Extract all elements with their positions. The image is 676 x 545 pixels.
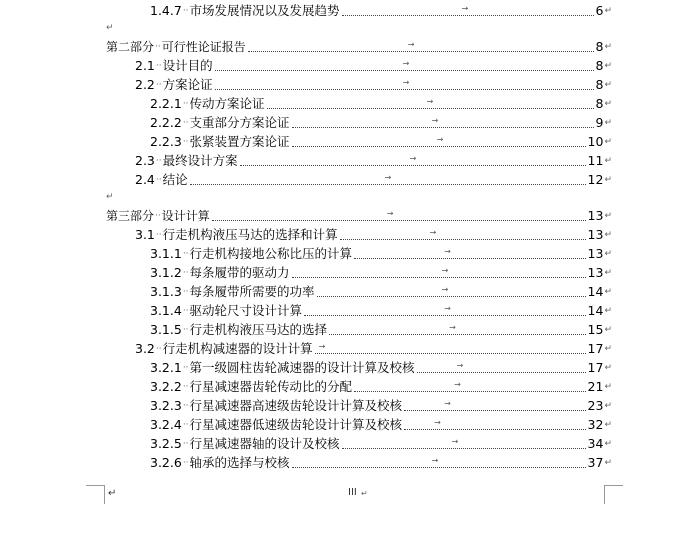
paragraph-mark: ↵ xyxy=(604,439,612,449)
toc-separator: ·· xyxy=(182,382,189,392)
dot-leader xyxy=(417,361,586,373)
toc-page-number: 17 xyxy=(587,360,604,375)
dot-leader xyxy=(354,247,585,259)
toc-entry[interactable] xyxy=(135,340,612,358)
toc-entry[interactable] xyxy=(150,321,612,339)
tab-mark: → xyxy=(461,4,469,13)
toc-separator: ·· xyxy=(155,42,161,52)
toc-entry-title: 第一级圆柱齿轮减速器的设计计算及校核 xyxy=(189,360,415,375)
toc-entry[interactable] xyxy=(150,397,612,415)
paragraph-mark: ↵ xyxy=(604,420,612,430)
paragraph-mark: ↵ xyxy=(604,268,612,278)
toc-page-number: 23 xyxy=(587,398,604,413)
toc-page-number: 12 xyxy=(587,172,604,187)
toc-page-number: 9 xyxy=(595,115,604,130)
toc-entry-title: 市场发展情况以及发展趋势 xyxy=(189,3,340,18)
tab-mark: → xyxy=(434,418,441,427)
tab-mark: → xyxy=(318,342,326,351)
tab-mark: → xyxy=(451,437,459,446)
toc-separator: ·· xyxy=(155,344,162,354)
dot-leader xyxy=(317,285,586,297)
toc-entry[interactable] xyxy=(150,264,612,282)
toc-entry-number: 2.2 xyxy=(135,77,155,92)
paragraph-mark: ↵ xyxy=(604,6,612,16)
paragraph-mark: ↵ xyxy=(604,344,612,354)
tab-mark: → xyxy=(409,154,417,163)
toc-entry[interactable] xyxy=(106,38,612,56)
toc-page-number: 13 xyxy=(587,265,604,280)
toc-entry-title: 设计目的 xyxy=(162,58,213,73)
tab-mark: → xyxy=(454,380,461,389)
toc-page-number: 14 xyxy=(587,303,604,318)
toc-entry[interactable] xyxy=(150,416,612,434)
toc-entry-number: 2.3 xyxy=(135,153,155,168)
toc-page-number: 13 xyxy=(587,246,604,261)
toc-page-number: 10 xyxy=(587,134,604,149)
paragraph-mark: ↵ xyxy=(604,287,612,297)
tab-mark: → xyxy=(429,228,437,237)
toc-entry[interactable] xyxy=(150,95,612,113)
toc-entry-number: 3.1.2 xyxy=(150,265,182,280)
toc-separator: ·· xyxy=(155,61,162,71)
tab-mark: → xyxy=(402,78,410,87)
dot-leader xyxy=(342,4,594,16)
toc-entry-number: 3.2 xyxy=(135,341,155,356)
tab-mark: → xyxy=(407,40,415,49)
toc-entry-number: 3.1.1 xyxy=(150,246,182,261)
paragraph-mark: ↵ xyxy=(604,458,612,468)
toc-entry-number: 2.1 xyxy=(135,58,155,73)
toc-page-number: 6 xyxy=(595,3,604,18)
toc-entry-number: 2.2.1 xyxy=(150,96,182,111)
toc-page-number: 11 xyxy=(587,153,604,168)
toc-separator: ·· xyxy=(182,401,189,411)
toc-entry[interactable] xyxy=(150,114,612,132)
dot-leader xyxy=(329,323,585,335)
toc-separator: ·· xyxy=(155,156,162,166)
tab-mark: → xyxy=(431,456,439,465)
toc-entry-number: 3.2.2 xyxy=(150,379,182,394)
toc-entry[interactable] xyxy=(135,76,612,94)
tab-mark: → xyxy=(444,304,451,313)
footer-crop-mark-right xyxy=(604,485,623,504)
toc-entry-number: 3.2.3 xyxy=(150,398,182,413)
empty-paragraph-mark: ↵ xyxy=(106,192,114,202)
dot-leader xyxy=(292,135,586,147)
paragraph-mark: ↵ xyxy=(604,99,612,109)
toc-entry-title: 方案论证 xyxy=(162,77,213,92)
toc-entry-number: 1.4.7 xyxy=(150,3,182,18)
toc-entry[interactable] xyxy=(135,171,612,189)
toc-entry-title: 传动方案论证 xyxy=(189,96,265,111)
toc-page-number: 8 xyxy=(595,39,604,54)
paragraph-mark: ↵ xyxy=(604,249,612,259)
toc-separator: ·· xyxy=(155,230,162,240)
tab-mark: → xyxy=(449,323,456,332)
toc-separator: ·· xyxy=(182,6,189,16)
paragraph-mark: ↵ xyxy=(604,401,612,411)
dot-leader xyxy=(292,456,586,468)
toc-entry-number: 3.2.4 xyxy=(150,417,182,432)
tab-mark: → xyxy=(402,59,410,68)
toc-entry[interactable] xyxy=(150,283,612,301)
toc-entry-number: 第三部分 xyxy=(106,209,155,223)
toc-entry-number: 3.2.1 xyxy=(150,360,182,375)
toc-page-number: 14 xyxy=(587,284,604,299)
toc-separator: ·· xyxy=(182,268,189,278)
toc-entry-number: 3.1.4 xyxy=(150,303,182,318)
toc-separator: ·· xyxy=(182,420,189,430)
paragraph-mark: ↵ xyxy=(604,363,612,373)
paragraph-mark: ↵ xyxy=(604,306,612,316)
toc-page-number: 8 xyxy=(595,77,604,92)
toc-entry-number: 3.1.3 xyxy=(150,284,182,299)
toc-entry-number: 2.4 xyxy=(135,172,155,187)
tab-mark: → xyxy=(441,266,449,275)
toc-entry-title: 行星减速器轴的设计及校核 xyxy=(189,436,340,451)
tab-mark: → xyxy=(456,361,464,370)
toc-separator: ·· xyxy=(182,458,189,468)
toc-separator: ·· xyxy=(155,175,162,185)
toc-separator: ·· xyxy=(182,137,189,147)
tab-mark: → xyxy=(386,209,394,218)
dot-leader xyxy=(292,116,594,128)
toc-separator: ·· xyxy=(182,249,189,259)
toc-separator: ·· xyxy=(182,287,189,297)
toc-entry[interactable] xyxy=(150,245,612,263)
dot-leader xyxy=(215,78,594,90)
dot-leader xyxy=(190,173,586,185)
toc-page-number: 13 xyxy=(587,227,604,242)
toc-separator: ·· xyxy=(182,99,189,109)
toc-entry[interactable] xyxy=(106,207,612,225)
toc-page-number: 8 xyxy=(595,96,604,111)
toc-page-number: 34 xyxy=(587,436,604,451)
dot-leader xyxy=(342,437,586,449)
toc-page-number: 32 xyxy=(587,417,604,432)
tab-mark: → xyxy=(444,247,451,256)
dot-leader xyxy=(354,380,585,392)
toc-entry[interactable] xyxy=(150,435,612,453)
dot-leader xyxy=(292,266,586,278)
toc-separator: ·· xyxy=(182,325,189,335)
toc-entry-title: 最终设计方案 xyxy=(162,153,238,168)
dot-leader xyxy=(404,399,585,411)
empty-paragraph-mark: ↵ xyxy=(106,23,114,33)
toc-entry-number: 2.2.3 xyxy=(150,134,182,149)
tab-mark: → xyxy=(431,116,439,125)
toc-entry-title: 驱动轮尺寸设计计算 xyxy=(189,303,303,318)
toc-entry[interactable] xyxy=(150,378,612,396)
tab-mark: → xyxy=(444,399,451,408)
toc-entry-number: 第二部分 xyxy=(106,40,155,54)
dot-leader xyxy=(248,40,594,52)
paragraph-mark: ↵ xyxy=(604,80,612,90)
toc-separator: ·· xyxy=(155,211,161,221)
toc-entry[interactable] xyxy=(135,57,612,75)
paragraph-mark: ↵ xyxy=(604,137,612,147)
toc-entry-title: 行走机构减速器的设计计算 xyxy=(162,341,313,356)
paragraph-mark: ↵ xyxy=(604,156,612,166)
dot-leader xyxy=(240,154,586,166)
toc-entry-title: 支重部分方案论证 xyxy=(189,115,290,130)
footer-paragraph-mark: ↵ xyxy=(108,488,117,499)
toc-entry[interactable] xyxy=(150,302,612,320)
tab-mark: → xyxy=(384,173,392,182)
toc-entry-number: 3.2.5 xyxy=(150,436,182,451)
toc-entry-number: 3.2.6 xyxy=(150,455,182,470)
paragraph-mark: ↵ xyxy=(604,230,612,240)
toc-entry-title: 可行性论证报告 xyxy=(161,40,246,54)
dot-leader xyxy=(215,59,594,71)
toc-entry-title: 轴承的选择与校核 xyxy=(189,455,290,470)
toc-separator: ·· xyxy=(182,439,189,449)
dot-leader xyxy=(340,228,586,240)
paragraph-mark: ↵ xyxy=(604,61,612,71)
toc-separator: ·· xyxy=(182,306,189,316)
tab-mark: → xyxy=(441,285,449,294)
toc-entry-title: 张紧装置方案论证 xyxy=(189,134,290,149)
paragraph-mark: ↵ xyxy=(604,175,612,185)
paragraph-mark: ↵ xyxy=(604,42,612,52)
dot-leader xyxy=(212,209,586,221)
toc-entry[interactable] xyxy=(135,152,612,170)
toc-separator: ·· xyxy=(182,363,189,373)
tab-mark: → xyxy=(436,135,444,144)
toc-entry-number: 3.1 xyxy=(135,227,155,242)
toc-entry-number: 2.2.2 xyxy=(150,115,182,130)
toc-entry-title: 行走机构接地公称比压的计算 xyxy=(189,246,353,261)
toc-entry-title: 行星减速器高速级齿轮设计计算及校核 xyxy=(189,398,403,413)
toc-page-number: 17 xyxy=(587,341,604,356)
paragraph-mark: ↵ xyxy=(604,211,612,221)
toc-entry-title: 每条履带所需要的功率 xyxy=(189,284,315,299)
toc-page-number: 21 xyxy=(587,379,604,394)
toc-entry-title: 设计计算 xyxy=(161,209,210,223)
tab-mark: → xyxy=(426,97,434,106)
toc-entry[interactable] xyxy=(150,359,612,377)
toc-entry[interactable] xyxy=(150,2,612,20)
footer-crop-mark-left xyxy=(86,485,105,504)
footer-page-number: III xyxy=(348,487,357,498)
toc-page-number: 15 xyxy=(587,322,604,337)
toc-entry-number: 3.1.5 xyxy=(150,322,182,337)
paragraph-mark: ↵ xyxy=(604,382,612,392)
paragraph-mark: ↵ xyxy=(604,325,612,335)
toc-entry-title: 行星减速器低速级齿轮设计计算及校核 xyxy=(189,417,403,432)
dot-leader xyxy=(404,418,585,430)
toc-entry-title: 行星减速器齿轮传动比的分配 xyxy=(189,379,353,394)
toc-entry-title: 每条履带的驱动力 xyxy=(189,265,290,280)
toc-entry-title: 行走机构液压马达的选择和计算 xyxy=(162,227,338,242)
footer-page-number-mark: ↵ xyxy=(361,489,368,498)
toc-page-number: 13 xyxy=(587,208,604,223)
dot-leader xyxy=(267,97,594,109)
dot-leader xyxy=(315,342,586,354)
toc-separator: ·· xyxy=(155,80,162,90)
toc-entry[interactable] xyxy=(135,226,612,244)
toc-entry[interactable] xyxy=(150,133,612,151)
toc-entry-title: 行走机构液压马达的选择 xyxy=(189,322,328,337)
toc-entry[interactable] xyxy=(150,454,612,472)
toc-page-number: 37 xyxy=(587,455,604,470)
toc-separator: ·· xyxy=(182,118,189,128)
toc-entry-title: 结论 xyxy=(162,172,188,187)
paragraph-mark: ↵ xyxy=(604,118,612,128)
toc-page-number: 8 xyxy=(595,58,604,73)
dot-leader xyxy=(304,304,585,316)
